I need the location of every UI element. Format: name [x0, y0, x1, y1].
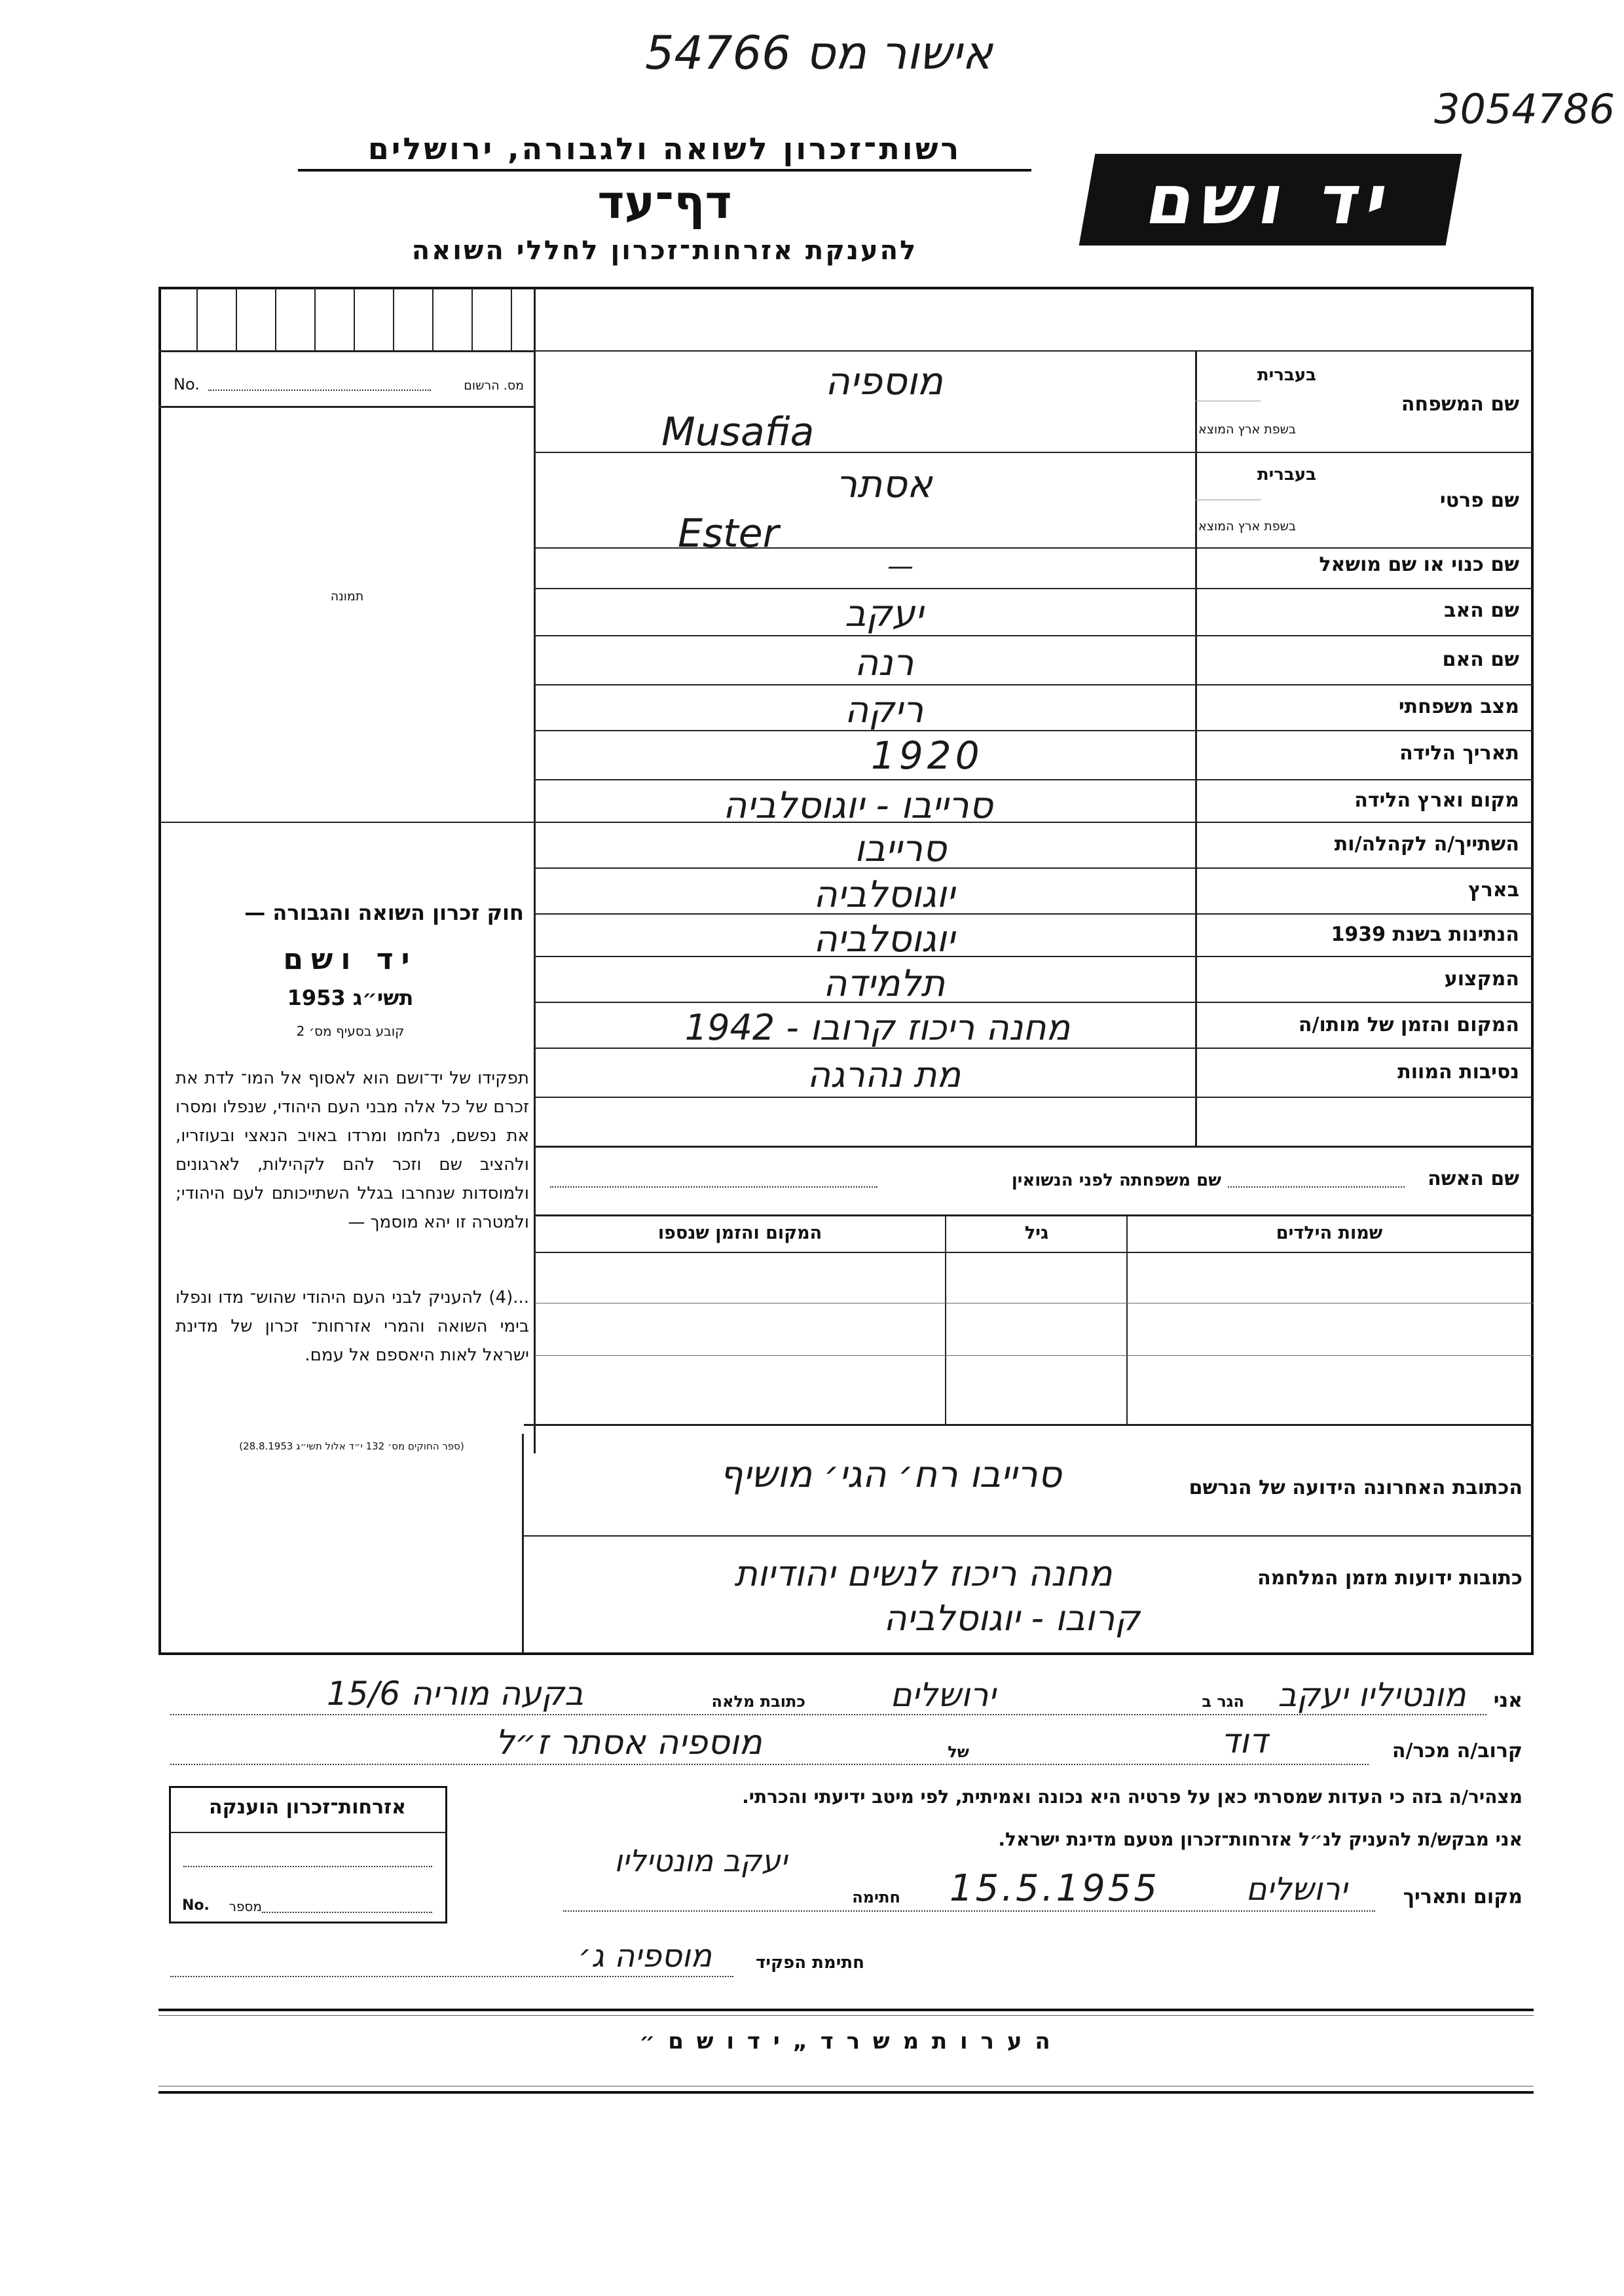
- citizenship-1939-label: הנתינות בשנת 1939: [1331, 923, 1519, 946]
- law-name: יד ושם: [283, 943, 418, 976]
- nickname-label: שם כנוי או שם מושאל: [1319, 553, 1519, 576]
- of-label: של: [948, 1743, 969, 1761]
- children-names-header: שמות הילדים: [1276, 1223, 1383, 1243]
- law-text-1: תפקידו של יד־ושם הוא לאסוף אל המו־ לדת את זכרם של כל אלה מבני העם היהודי, שנפלו ומסרו את נפשם, נלחמו ומרדו באויב הנאצי ובעוזריו, ולהציב שם וזכר להם לקהילות, לארגונים ולמוסדות שנחרבו בגלל השתייכותם לעם היהודי; ולמטרה זו יהא מוסמך —: [175, 1068, 529, 1232]
- award-no-hebrew-label: מספר: [229, 1899, 262, 1914]
- clerk-signature-value[interactable]: מוספיה ג׳: [578, 1938, 712, 1975]
- declaration-text: מצהיר/ה בזה כי העדות שמסרתי כאן על פרטיה היא נכונה ואמיתית, לפי מיטב ידיעתי והכרתי.: [742, 1786, 1522, 1808]
- family-name-hebrew-sub: בעברית: [1257, 365, 1316, 385]
- declarant-i-label: אני: [1493, 1689, 1522, 1712]
- wife-label: שם האשה: [1428, 1167, 1519, 1190]
- first-name-label: שם פרטי: [1439, 489, 1519, 512]
- family-name-origin-sub: בשפת ארץ המוצא: [1198, 422, 1297, 437]
- wife-maiden-line[interactable]: [550, 1186, 877, 1188]
- father-name-label: שם האב: [1444, 599, 1519, 622]
- declarant-name-value[interactable]: מונטיליו יעקב: [1278, 1676, 1466, 1714]
- profession-value[interactable]: תלמידה: [822, 962, 946, 1005]
- top-right-number: 3054786: [1434, 85, 1615, 133]
- reg-no-en: No.: [174, 375, 200, 393]
- birth-place-label: מקום וארץ הלידה: [1354, 789, 1519, 812]
- declarant-city-value[interactable]: ירושלים: [890, 1676, 996, 1714]
- citizenship-1939-value[interactable]: יוגוסלביה: [813, 918, 955, 960]
- clerk-signature-label: חתימת הפקיד: [756, 1953, 864, 1973]
- marital-status-value[interactable]: ריקה: [844, 689, 924, 731]
- death-circumstances-label: נסיבות המוות: [1397, 1061, 1519, 1084]
- declarant-line-1: [170, 1714, 1486, 1715]
- lives-in-label: הגר ב: [1202, 1692, 1244, 1711]
- birth-date-label: תאריך הלידה: [1399, 742, 1519, 765]
- signature-label: חתימה: [852, 1888, 900, 1906]
- family-name-hebrew-value[interactable]: מוספיה: [825, 359, 943, 403]
- first-name-hebrew-value[interactable]: אסתר: [836, 462, 932, 506]
- award-line[interactable]: [183, 1866, 432, 1867]
- first-name-hebrew-sub: בעברית: [1257, 465, 1316, 484]
- profession-label: המקצוע: [1444, 968, 1519, 991]
- father-name-value[interactable]: יעקב: [845, 592, 923, 635]
- award-box-title: אזרחות־זכרון הוענקה: [208, 1796, 407, 1819]
- signature-value[interactable]: יעקב מונטיליו: [614, 1843, 788, 1878]
- death-place-time-value[interactable]: מחנה ריכוז קרובו - 1942: [684, 1007, 1071, 1048]
- law-text-2: ...(4) להעניק לבני העם היהודי שהוש־ מדו ונפלו בימי השואה והמרי אזרחות־ זכרון של מדינת ישראל לאות היאספם אל עמם.: [175, 1288, 529, 1365]
- country-label: בארץ: [1467, 879, 1519, 902]
- full-address-value[interactable]: בקעה מוריה 15/6: [326, 1675, 584, 1713]
- relative-label: קרוב/ה מכר/ה: [1392, 1740, 1522, 1762]
- place-value[interactable]: ירושלים: [1246, 1871, 1348, 1908]
- nickname-value[interactable]: —: [887, 551, 913, 581]
- first-name-origin-value[interactable]: Ester: [678, 511, 779, 556]
- death-circumstances-value[interactable]: מת נהרגה: [807, 1054, 961, 1095]
- form-subtitle: להענקת אזרחות־זכרון לחללי השואה: [411, 236, 918, 266]
- reg-no-label: מס. הרשום: [464, 378, 524, 393]
- war-address-value-1[interactable]: מחנה ריכוז לנשים יהודיות: [734, 1553, 1113, 1594]
- date-value[interactable]: 15.5.1955: [950, 1867, 1160, 1910]
- war-address-value-2[interactable]: קרובו - יוגוסלביה: [883, 1597, 1140, 1639]
- war-addresses-label: כתובות ידועות מזמן המלחמה: [1257, 1567, 1522, 1590]
- law-section: קובע בסעיף מס׳ 2: [296, 1023, 405, 1039]
- family-name-origin-value[interactable]: Musafia: [661, 409, 815, 455]
- community-value[interactable]: סרייבו: [854, 828, 947, 870]
- authority-title: רשות־זכרון לשואה ולגבורה, ירושלים: [298, 131, 1031, 172]
- law-title: חוק זכרון השואה והגבורה —: [244, 900, 524, 925]
- family-name-label: שם המשפחה: [1401, 393, 1519, 416]
- birth-place-value[interactable]: סרייבו - יוגוסלביה: [722, 784, 993, 827]
- wife-maiden-label: שם משפחתה לפני הנשואין: [1011, 1171, 1221, 1190]
- award-no-label: No.: [182, 1897, 210, 1914]
- form-title: דף־עד: [597, 175, 732, 229]
- law-ref: (ספר החוקים מס׳ 132 י״ד אלול תשי״ג 28.8.1953): [239, 1440, 464, 1452]
- reg-no-dots[interactable]: [208, 390, 431, 391]
- death-place-time-label: המקום והזמן של מותו/ה: [1298, 1013, 1519, 1036]
- declarant-line-3: [563, 1910, 1375, 1912]
- law-year: תשי״ג 1953: [287, 985, 414, 1010]
- deceased-name-value[interactable]: מוספיה אסתר ז״ל: [495, 1723, 762, 1762]
- declarant-line-2: [170, 1764, 1369, 1765]
- full-address-label: כתובת מלאה: [711, 1692, 805, 1711]
- yad-vashem-logo: יד ושם: [1079, 154, 1462, 246]
- request-text: אני מבקש/ת להעניק לנ״ל אזרחות־זכרון מטעם מדינת ישראל.: [998, 1829, 1522, 1850]
- community-label: השתייך/ה לקהלה/ות: [1334, 833, 1519, 856]
- first-name-origin-sub: בשפת ארץ המוצא: [1198, 519, 1297, 534]
- photo-label: תמונה: [330, 589, 364, 604]
- last-address-label: הכתובת האחרונה הידועה של הנרשם: [1189, 1476, 1522, 1499]
- last-address-value[interactable]: סרייבו רח׳ הגי׳ מושיף: [719, 1453, 1062, 1496]
- relation-value[interactable]: דוד: [1221, 1722, 1268, 1761]
- notes-title: ה ע ר ו ת מ ש ר ד „ י ד ו ש ם ״: [639, 2028, 1053, 2054]
- marital-status-label: מצב משפחתי: [1398, 695, 1519, 718]
- mother-name-label: שם האם: [1442, 648, 1519, 671]
- birth-date-value[interactable]: 1920: [871, 733, 984, 778]
- place-date-label: מקום ותאריך: [1403, 1886, 1522, 1908]
- award-no-line[interactable]: [262, 1912, 432, 1913]
- children-death-header: המקום והזמן שנספו: [657, 1223, 822, 1243]
- approval-note: אישור מס 54766: [645, 26, 993, 80]
- country-value[interactable]: יוגוסלביה: [813, 873, 955, 916]
- wife-name-line[interactable]: [1228, 1186, 1405, 1188]
- children-age-header: גיל: [1024, 1223, 1049, 1243]
- clerk-line: [170, 1976, 733, 1977]
- mother-name-value[interactable]: רנה: [854, 642, 914, 684]
